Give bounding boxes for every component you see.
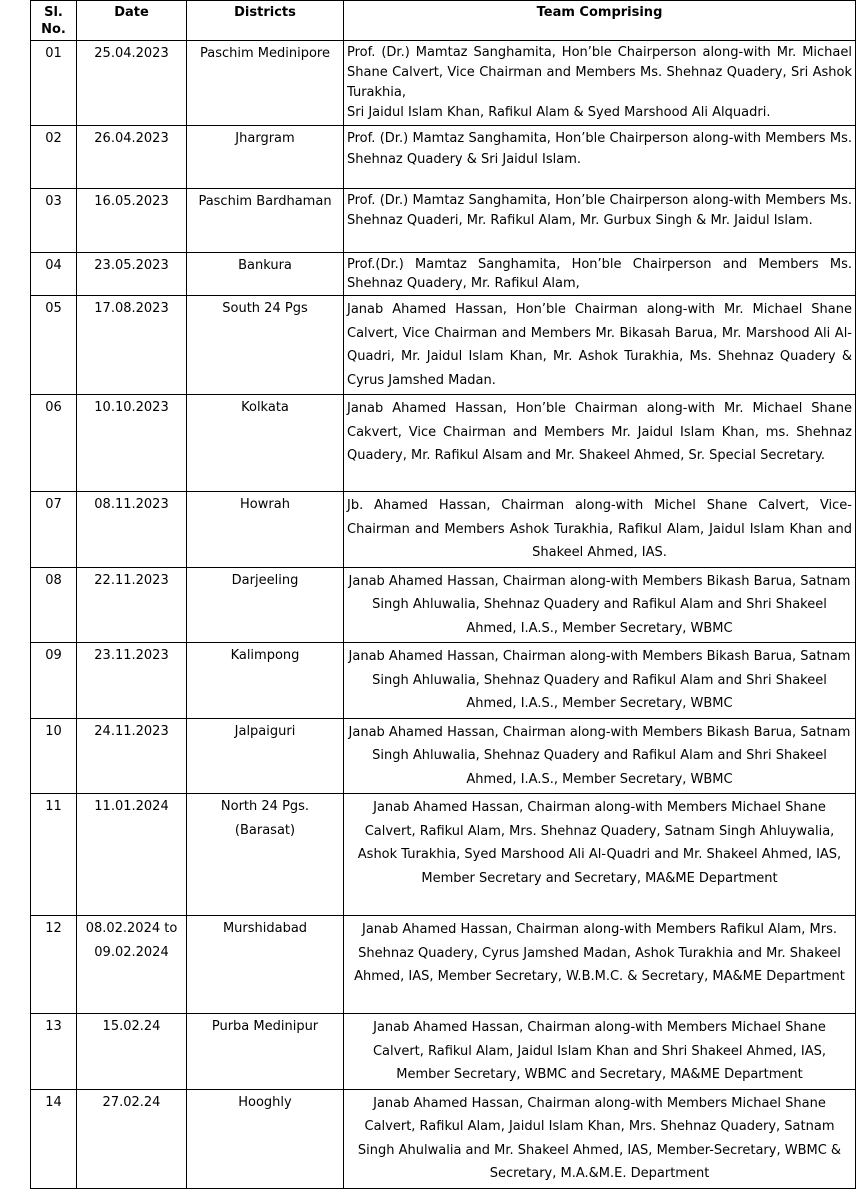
cell-district: Murshidabad <box>187 916 344 1014</box>
cell-date: 26.04.2023 <box>77 126 187 189</box>
cell-sl-no: 11 <box>31 794 77 916</box>
cell-sl-no: 13 <box>31 1014 77 1090</box>
cell-district: Purba Medinipur <box>187 1014 344 1090</box>
team-text-continued: Sri Jaidul Islam Khan, Rafikul Alam & Syed Marshood Ali Alquadri. <box>347 105 771 120</box>
cell-date: 25.04.2023 <box>77 41 187 126</box>
cell-district: Paschim Medinipore <box>187 41 344 126</box>
cell-district: Paschim Bardhaman <box>187 189 344 253</box>
cell-date: 11.01.2024 <box>77 794 187 916</box>
table-header-row <box>31 1 856 41</box>
cell-date: 08.02.2024 to 09.02.2024 <box>77 916 187 1014</box>
table-row <box>31 395 856 492</box>
cell-date: 15.02.24 <box>77 1014 187 1090</box>
cell-sl-no: 02 <box>31 126 77 189</box>
cell-team: Janab Ahamed Hassan, Chairman along-with Members Michael Shane Calvert, Rafikul Alam, Mrs. Shehnaz Quadery, Satnam Singh Ahluywalia, Ashok Turakhia, Syed Marshood Ali Al-Quadri and Mr. Shakeel Ahmed, IAS, Member Secretary and Secretary, MA&ME Department <box>344 794 856 916</box>
cell-district: Hooghly <box>187 1089 344 1188</box>
cell-date: 24.11.2023 <box>77 718 187 794</box>
table-row <box>31 1014 856 1090</box>
cell-date: 27.02.24 <box>77 1089 187 1188</box>
cell-sl-no: 08 <box>31 567 77 643</box>
cell-district: North 24 Pgs. (Barasat) <box>187 794 344 916</box>
cell-date: 16.05.2023 <box>77 189 187 253</box>
cell-date: 23.05.2023 <box>77 253 187 296</box>
cell-team: Prof.(Dr.) Mamtaz Sanghamita, Hon’ble Chairperson and Members Ms. Shehnaz Quadery, Mr. Rafikul Alam, <box>344 253 856 296</box>
table-row <box>31 718 856 794</box>
cell-district: Bankura <box>187 253 344 296</box>
header-date: Date <box>77 1 187 41</box>
table-row <box>31 1089 856 1188</box>
cell-sl-no: 14 <box>31 1089 77 1188</box>
cell-team: Jb. Ahamed Hassan, Chairman along-with Michel Shane Calvert, Vice-Chairman and Members Ashok Turakhia, Rafikul Alam, Jaidul Islam Khan and Shakeel Ahmed, IAS. <box>344 492 856 568</box>
district-visits-table <box>30 0 856 1189</box>
document-page <box>30 0 856 1189</box>
cell-sl-no: 01 <box>31 41 77 126</box>
cell-sl-no: 09 <box>31 643 77 719</box>
table-row <box>31 189 856 253</box>
cell-sl-no: 10 <box>31 718 77 794</box>
cell-date: 22.11.2023 <box>77 567 187 643</box>
cell-date: 10.10.2023 <box>77 395 187 492</box>
header-districts: Districts <box>187 1 344 41</box>
cell-team: Janab Ahamed Hassan, Chairman along-with Members Rafikul Alam, Mrs. Shehnaz Quadery, Cyrus Jamshed Madan, Ashok Turakhia and Mr. Shakeel Ahmed, IAS, Member Secretary, W.B.M.C. & Secretary, MA&ME Department <box>344 916 856 1014</box>
cell-sl-no: 12 <box>31 916 77 1014</box>
cell-team <box>344 41 856 126</box>
table-row <box>31 41 856 126</box>
cell-sl-no: 07 <box>31 492 77 568</box>
cell-date: 23.11.2023 <box>77 643 187 719</box>
cell-team: Prof. (Dr.) Mamtaz Sanghamita, Hon’ble Chairperson along-with Members Ms. Shehnaz Quadery & Sri Jaidul Islam. <box>344 126 856 189</box>
cell-date: 08.11.2023 <box>77 492 187 568</box>
table-row <box>31 126 856 189</box>
table-row <box>31 794 856 916</box>
cell-district: Howrah <box>187 492 344 568</box>
cell-sl-no: 05 <box>31 296 77 395</box>
cell-sl-no: 03 <box>31 189 77 253</box>
cell-team: Janab Ahamed Hassan, Chairman along-with Members Michael Shane Calvert, Rafikul Alam, Jaidul Islam Khan, Mrs. Shehnaz Quadery, Satnam Singh Ahulwalia and Mr. Shakeel Ahmed, IAS, Member-Secretary, WBMC & Secretary, M.A.&M.E. Department <box>344 1089 856 1188</box>
cell-district: Darjeeling <box>187 567 344 643</box>
cell-team: Janab Ahamed Hassan, Chairman along-with Members Bikash Barua, Satnam Singh Ahluwalia, Shehnaz Quadery and Rafikul Alam and Shri Shakeel Ahmed, I.A.S., Member Secretary, WBMC <box>344 643 856 719</box>
table-row <box>31 492 856 568</box>
header-team-comprising: Team Comprising <box>344 1 856 41</box>
cell-district: Jalpaiguri <box>187 718 344 794</box>
cell-district: South 24 Pgs <box>187 296 344 395</box>
cell-sl-no: 06 <box>31 395 77 492</box>
cell-district: Kalimpong <box>187 643 344 719</box>
header-sl-no: Sl. No. <box>31 1 77 41</box>
cell-team: Prof. (Dr.) Mamtaz Sanghamita, Hon’ble Chairperson along-with Members Ms. Shehnaz Quaderi, Mr. Rafikul Alam, Mr. Gurbux Singh & Mr. Jaidul Islam. <box>344 189 856 253</box>
team-text: Prof. (Dr.) Mamtaz Sanghamita, Hon’ble Chairperson along-with Mr. Michael Shane Calvert, Vice Chairman and Members Ms. Shehnaz Quadery, Sri Ashok Turakhia, <box>347 45 852 100</box>
table-row <box>31 567 856 643</box>
cell-district: Jhargram <box>187 126 344 189</box>
cell-team: Janab Ahamed Hassan, Hon’ble Chairman along-with Mr. Michael Shane Cakvert, Vice Chairman and Members Mr. Jaidul Islam Khan, ms. Shehnaz Quadery, Mr. Rafikul Alsam and Mr. Shakeel Ahmed, Sr. Special Secretary. <box>344 395 856 492</box>
table-row <box>31 296 856 395</box>
table-row <box>31 253 856 296</box>
cell-sl-no: 04 <box>31 253 77 296</box>
table-row <box>31 916 856 1014</box>
cell-team: Janab Ahamed Hassan, Chairman along-with Members Bikash Barua, Satnam Singh Ahluwalia, Shehnaz Quadery and Rafikul Alam and Shri Shakeel Ahmed, I.A.S., Member Secretary, WBMC <box>344 718 856 794</box>
cell-district: Kolkata <box>187 395 344 492</box>
cell-team: Janab Ahamed Hassan, Chairman along-with Members Michael Shane Calvert, Rafikul Alam, Jaidul Islam Khan and Shri Shakeel Ahmed, IAS, Member Secretary, WBMC and Secretary, MA&ME Department <box>344 1014 856 1090</box>
cell-team: Janab Ahamed Hassan, Chairman along-with Members Bikash Barua, Satnam Singh Ahluwalia, Shehnaz Quadery and Rafikul Alam and Shri Shakeel Ahmed, I.A.S., Member Secretary, WBMC <box>344 567 856 643</box>
cell-date: 17.08.2023 <box>77 296 187 395</box>
table-row <box>31 643 856 719</box>
cell-team: Janab Ahamed Hassan, Hon’ble Chairman along-with Mr. Michael Shane Calvert, Vice Chairman and Members Mr. Bikasah Barua, Mr. Marshood Ali Al-Quadri, Mr. Jaidul Islam Khan, Mr. Ashok Turakhia, Ms. Shehnaz Quadery & Cyrus Jamshed Madan. <box>344 296 856 395</box>
